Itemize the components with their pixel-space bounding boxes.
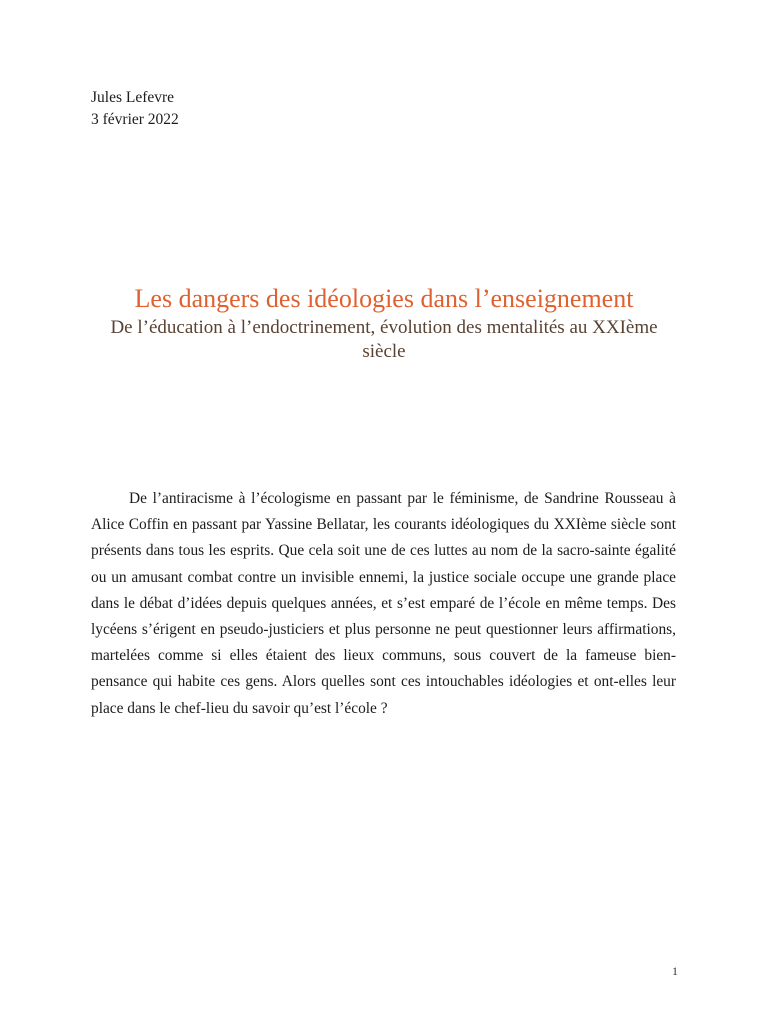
page-number: 1: [672, 964, 678, 978]
introduction-paragraph: De l’antiracisme à l’écologisme en passant par le féminisme, de Sandrine Rousseau à Alice Coffin en passant par Yassine Bellatar, les courants idéologiques du XXIème siècle sont présents dans tous les esprits. Que cela soit une de ces luttes au nom de la sacro-sainte égalité ou un amusant combat contre un invisible ennemi, la justice sociale occupe une grande place dans le débat d’idées depuis quelques années, et s’est emparé de l’école en même temps. Des lycéens s’érigent en pseudo-justiciers et plus personne ne peut questionner leurs affirmations, martelées comme si elles étaient des lieux communs, sous couvert de la fameuse bien-pensance qui habite ces gens. Alors quelles sont ces intouchables idéologies et ont-elles leur place dans le chef-lieu du savoir qu’est l’école ?: [91, 490, 676, 717]
document-subtitle: De l’éducation à l’endoctrinement, évolution des mentalités au XXIème siècle: [110, 317, 658, 362]
author-block: [91, 87, 179, 131]
author-name: Jules Lefevre: [91, 89, 175, 106]
document-title: Les dangers des idéologies dans l’enseignement: [134, 284, 634, 313]
document-date: 3 février 2022: [91, 111, 179, 128]
